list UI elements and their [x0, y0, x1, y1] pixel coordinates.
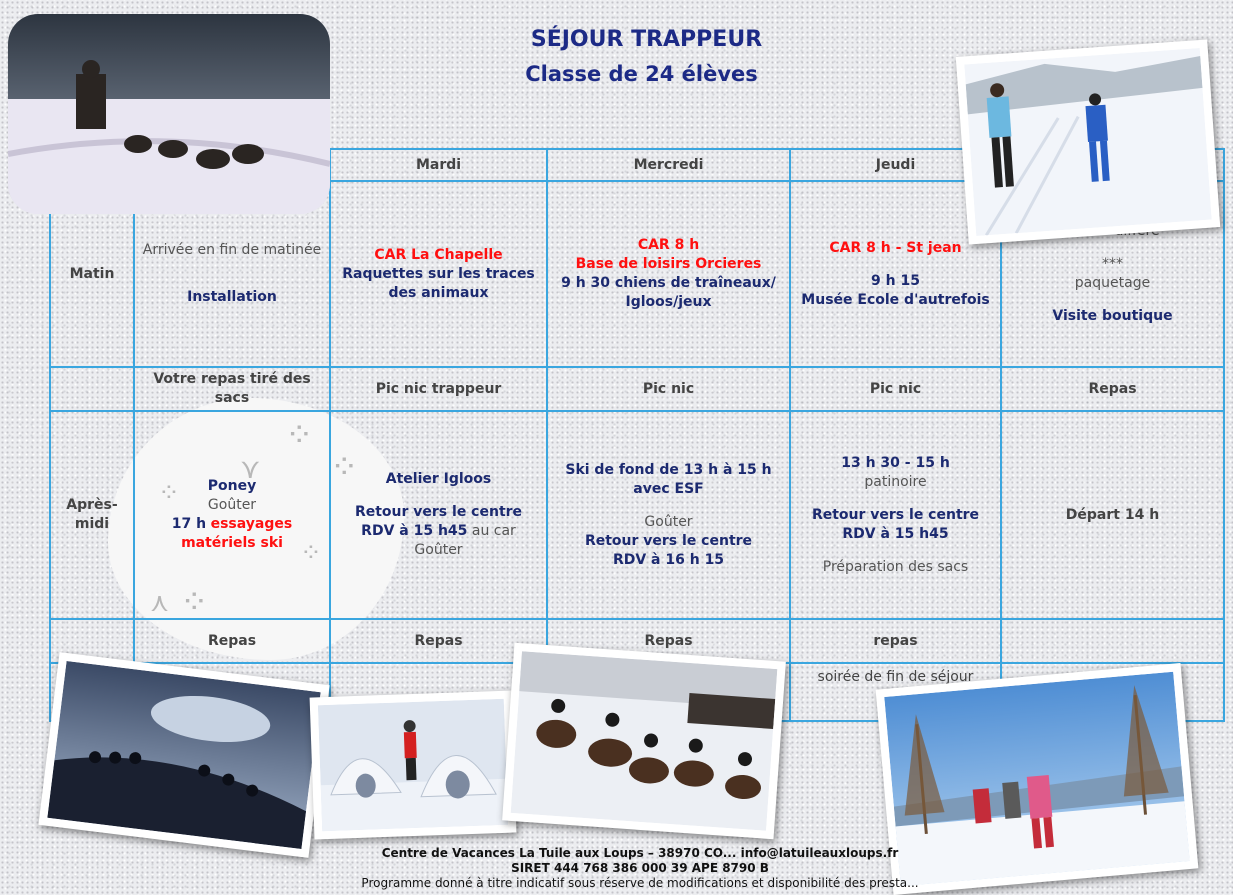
afternoon-row	[50, 411, 1224, 619]
cell-text: Goûter	[644, 513, 693, 530]
ski-photo	[956, 39, 1221, 244]
paw-print-icon: ⋏	[150, 588, 170, 618]
paw-print-icon: ⁘	[180, 582, 209, 622]
cell-vendredi-midi: Repas	[1001, 367, 1224, 411]
cell-text: CAR 8 h - St jean	[829, 239, 962, 256]
cell-mercredi-matin	[547, 181, 790, 367]
cell-text: Raquettes sur les traces des animaux	[342, 265, 535, 301]
row-label-matin: Matin	[50, 181, 134, 367]
cell-text: patinoire	[864, 473, 927, 490]
cell-jeudi-apres-midi	[790, 411, 1001, 619]
cell-mardi-midi: Pic nic trappeur	[330, 367, 547, 411]
cell-text: 17 h	[171, 516, 207, 532]
cell-vendredi-soir	[1001, 619, 1224, 663]
day-header-mardi: Mardi	[330, 149, 547, 181]
day-header-mercredi: Mercredi	[547, 149, 790, 181]
igloo-photo	[310, 691, 517, 840]
cell-text: ***	[1102, 256, 1123, 272]
cell-mardi-matin	[330, 181, 547, 367]
cell-text: Atelier Igloos	[385, 471, 492, 487]
paw-print-icon: ⁘	[285, 415, 314, 455]
page-title: SÉJOUR TRAPPEUR	[530, 27, 763, 52]
cell-mercredi-midi: Pic nic	[547, 367, 790, 411]
page-subtitle: Classe de 24 élèves	[525, 62, 758, 86]
cell-mercredi-soir: Repas	[547, 619, 790, 663]
row-label-apres-midi: Après-midi	[50, 411, 134, 619]
cell-text: Retour vers le centre	[354, 504, 523, 520]
cell-lundi-soir: Repas	[134, 619, 330, 663]
lunch-row	[50, 367, 1224, 411]
cell-text: Base de loisirs Orcieres	[575, 256, 762, 272]
pony-race-photo	[502, 643, 786, 840]
dog-sled-photo	[8, 14, 330, 214]
cell-text: Retour vers le centre	[584, 532, 753, 549]
cell-text: essayages matériels ski	[181, 516, 293, 551]
cell-text: Installation	[187, 289, 277, 305]
cell-mardi-apres-midi	[330, 411, 547, 619]
cell-text: RDV à 15 h45	[361, 523, 468, 539]
cell-text: RDV à 15 h45	[842, 525, 949, 542]
footer-address: Centre de Vacances La Tuile aux Loups – 38970 CO... info@latuileauxloups.fr	[381, 846, 899, 860]
paw-print-icon: ⁘	[158, 478, 180, 508]
cell-jeudi-soir: repas	[790, 619, 1001, 663]
cell-text: Goûter	[414, 542, 463, 558]
cell-text: Préparation des sacs	[822, 558, 969, 575]
cell-jeudi-veillee: soirée de fin de séjour	[790, 663, 1001, 721]
paw-print-icon: ⁘	[300, 538, 322, 568]
cell-text: 13 h 30 - 15 h	[841, 454, 950, 471]
cell-text: Goûter	[207, 497, 257, 513]
cell-text: CAR La Chapelle	[374, 246, 503, 263]
cell-text: Retour vers le centre	[811, 506, 980, 523]
footer	[260, 846, 1020, 891]
cell-jeudi-midi: Pic nic	[790, 367, 1001, 411]
cell-text: CAR 8 h	[637, 237, 700, 253]
cell-text: Ski de fond de 13 h à 15 h avec ESF	[565, 461, 772, 497]
footer-siret: SIRET 444 768 386 000 39 APE 8790 B	[511, 861, 769, 875]
cell-text: Musée Ecole d'autrefois	[801, 291, 990, 308]
cell-text: RDV à 16 h 15	[612, 551, 725, 568]
paw-print-icon: ⁘	[330, 447, 359, 487]
cell-text: paquetage	[1074, 275, 1151, 291]
snow-hill-group-photo	[38, 652, 329, 858]
cell-lundi-midi: Votre repas tiré des sacs	[134, 367, 330, 411]
cell-text: Arrivée en fin de matinée	[142, 242, 322, 258]
cell-text: 9 h 15	[871, 272, 920, 289]
row-label-empty	[50, 367, 134, 411]
cell-text: Poney	[207, 478, 257, 494]
cell-lundi-apres-midi	[134, 411, 330, 622]
cell-text: Visite boutique	[1052, 308, 1173, 324]
cell-vendredi-apres-midi: Départ 14 h	[1001, 411, 1224, 619]
footer-disclaimer: Programme donné à titre indicatif sous réserve de modifications et disponibilité des presta...	[361, 876, 919, 890]
cell-mardi-soir: Repas	[330, 619, 547, 663]
paw-print-icon: ⋎	[240, 452, 261, 485]
cell-text: 9 h 30 chiens de traîneaux/ Igloos/jeux	[561, 275, 776, 310]
day-header-jeudi: Jeudi	[790, 149, 1001, 181]
cell-mercredi-apres-midi	[547, 411, 790, 619]
cell-text: au car	[471, 523, 516, 539]
